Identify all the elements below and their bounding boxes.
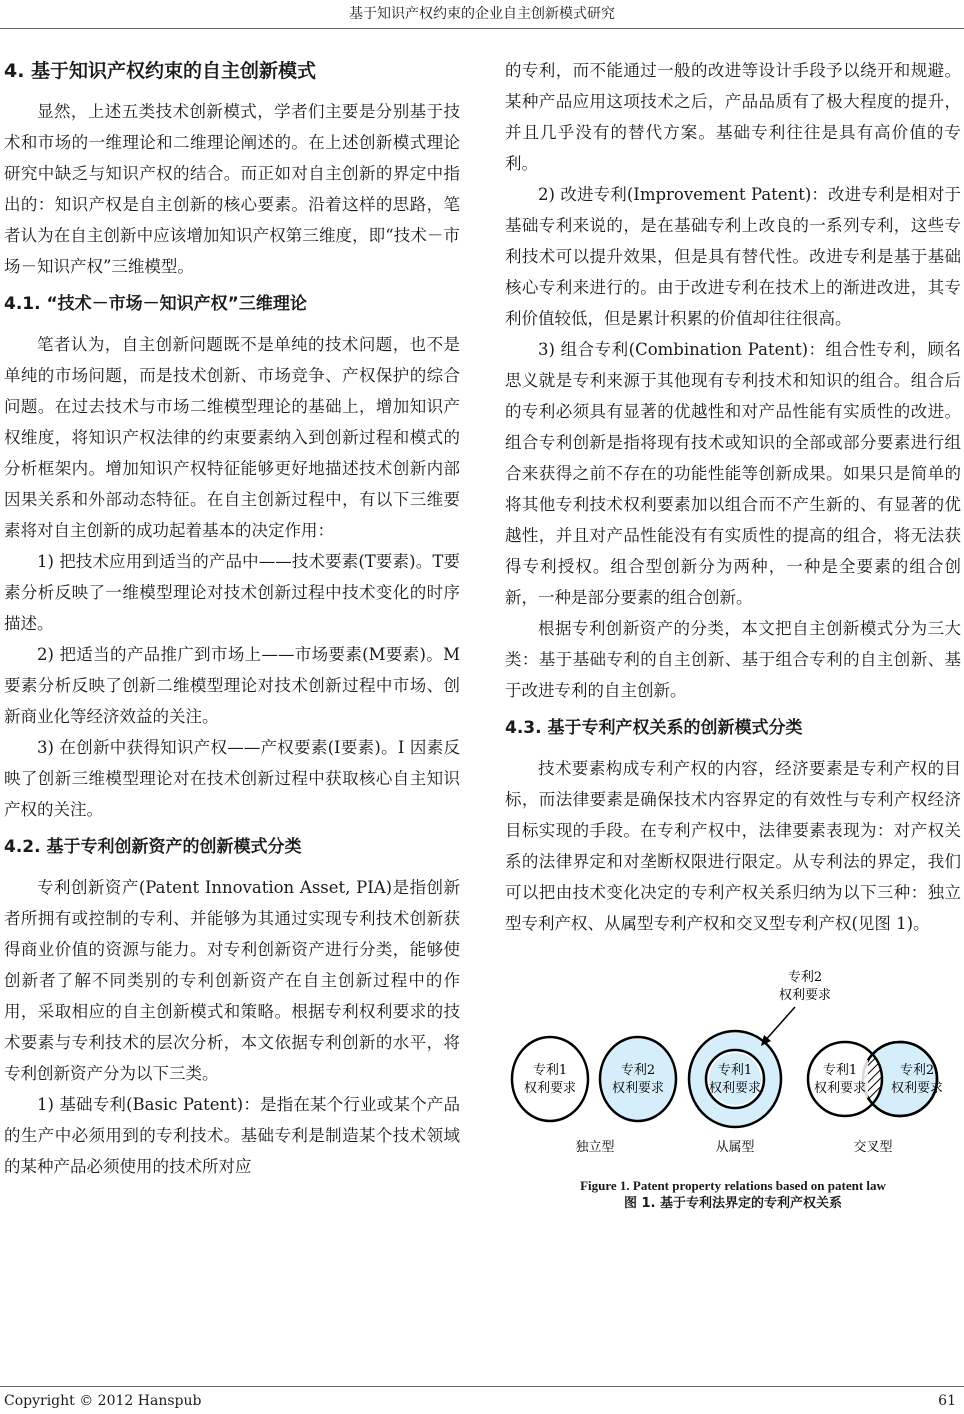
independent-patent2-ellipse [600, 1037, 676, 1121]
independent-p1-line2: 权利要求 [523, 1081, 577, 1096]
paragraph: 笔者认为，自主创新问题既不是单纯的技术问题，也不是单纯的市场问题，而是技术创新、市场竞争、产权保护的综合问题。在过去技术与市场二维模型理论的基础上，增加知识产权维度，将知识产权法律的约束要素纳入到创新过程和模式的分析框架内。增加知识产权特征能够更好地描述技术创新内部因果关系和外部动态特征。在自主创新过程中，有以下三维要素将对自主创新的成功起着基本的决定作用： [4, 335, 460, 540]
section-4-2-heading: 4.2. 基于专利创新资产的创新模式分类 [4, 837, 302, 857]
cross-p1-line2: 权利要求 [813, 1081, 867, 1096]
paragraph: 3) 组合专利(Combination Patent)：组合性专利，顾名思义就是专利来源于其他现有专利技术和知识的组合。组合后的专利必须具有显著的优越性和对产品性能有实质性的改进。组合专利创新是指将现有技术或知识的全部或部分要素进行组合来获得之前不存在的功能性能等创新成果。如果只是简单的将其他专利技术权利要素加以组合而不产生新的、有显著的优越性，并且对产品性能没有有实质性的提高的组合，将无法获得专利授权。组合型创新分为两种，一种是全要素的组合创新，一种是部分要素的组合创新。 [505, 340, 961, 607]
patent-relations-diagram [505, 961, 961, 1171]
paragraph: 2) 改进专利(Improvement Patent)：改进专利是相对于基础专利来说的，是在基础专利上改良的一系列专利，这些专利技术可以提升效果，但是具有替代性。改进专利是基于基础核心专利来进行的。由于改进专利在技术上的渐进改进，其专利价值较低，但是累计积累的价值却往往很高。 [505, 185, 961, 328]
figure-caption-zh: 图 1. 基于专利法界定的专利产权关系 [623, 1196, 843, 1211]
paragraph: 1) 把技术应用到适当的产品中——技术要素(T要素)。T要素分析反映了一维模型理论对技术创新过程中技术变化的时序描述。 [4, 552, 460, 633]
figure-1 [505, 961, 961, 1213]
right-column [505, 55, 961, 1213]
paragraph: 1) 基础专利(Basic Patent)：是指在某个行业或某个产品的生产中必须用到的专利技术。基础专利是制造某个技术领域的某种产品必须使用的技术所对应 [4, 1095, 460, 1176]
paragraph: 专利创新资产(Patent Innovation Asset, PIA)是指创新者所拥有或控制的专利、并能够为其通过实现专利技术创新获得商业价值的资源与能力。对专利创新资产进行分类，能够使创新者了解不同类别的专利创新资产在自主创新过程中的作用，采取相应的自主创新模式和策略。根据专利权利要求的技术要素与专利技术的层次分析，本文依据专利创新的水平，将专利创新资产分为以下三类。 [4, 878, 460, 1083]
subordinate-inner-fill [709, 1053, 761, 1105]
footer-rule [0, 1386, 964, 1387]
paragraph: 技术要素构成专利产权的内容，经济要素是专利产权的目标，而法律要素是确保技术内容界定的有效性与专利产权经济目标实现的手段。在专利产权中，法律要素表现为：对产权关系的法律界定和对垄断权限进行限定。从专利法的界定，我们可以把由技术变化决定的专利产权关系归纳为以下三种：独立型专利产权、从属型专利产权和交叉型专利产权(见图 1)。 [505, 759, 961, 933]
section-4-3-heading: 4.3. 基于专利产权关系的创新模式分类 [505, 718, 803, 738]
cross-p2-line1: 专利2 [899, 1063, 935, 1078]
independent-patent1-ellipse [512, 1037, 588, 1121]
section-4-heading: 4. 基于知识产权约束的自主创新模式 [4, 60, 317, 82]
copyright: Copyright © 2012 Hanspub [4, 1393, 202, 1409]
label-cross: 交叉型 [853, 1140, 893, 1155]
subordinate-p2-callout-line1: 专利2 [787, 970, 823, 985]
paragraph: 的专利，而不能通过一般的改进等设计手段予以绕开和规避。某种产品应用这项技术之后，产品品质有了极大程度的提升，并且几乎没有的替代方案。基础专利往往是具有高价值的专利。 [505, 61, 961, 173]
running-header: 基于知识产权约束的企业自主创新模式研究 [349, 6, 615, 22]
paragraph: 显然，上述五类技术创新模式，学者们主要是分别基于技术和市场的一维理论和二维理论阐述的。在上述创新模式理论研究中缺乏与知识产权的结合。而正如对自主创新的界定中指出的：知识产权是自主创新的核心要素。沿着这样的思路，笔者认为在自主创新中应该增加知识产权第三维度，即“技术－市场－知识产权”三维模型。 [4, 102, 460, 276]
cross-p2-line2: 权利要求 [890, 1081, 944, 1096]
independent-p1-line1: 专利1 [532, 1063, 568, 1078]
page-number: 61 [938, 1393, 956, 1409]
header-rule [0, 28, 964, 29]
subordinate-p1-line1: 专利1 [717, 1063, 753, 1078]
paragraph: 2) 把适当的产品推广到市场上——市场要素(M要素)。M 要素分析反映了创新二维模型理论对技术创新过程中市场、创新商业化等经济效益的关注。 [4, 645, 460, 726]
figure-caption-en: Figure 1. Patent property relations based on patent law [580, 1178, 886, 1193]
independent-p2-line2: 权利要求 [611, 1081, 665, 1096]
cross-p1-line1: 专利1 [822, 1063, 858, 1078]
independent-p2-line1: 专利2 [620, 1063, 656, 1078]
callout-arrow-line [763, 1007, 795, 1043]
section-4-1-heading: 4.1. “技术－市场－知识产权”三维理论 [4, 294, 307, 314]
label-independent: 独立型 [575, 1140, 615, 1155]
paragraph: 根据专利创新资产的分类，本文把自主创新模式分为三大类：基于基础专利的自主创新、基于组合专利的自主创新、基于改进专利的自主创新。 [505, 619, 961, 700]
subordinate-p2-callout-line2: 权利要求 [778, 988, 832, 1003]
label-subordinate: 从属型 [715, 1140, 755, 1155]
subordinate-p1-line2: 权利要求 [708, 1081, 762, 1096]
paragraph: 3) 在创新中获得知识产权——产权要素(I要素)。I 因素反映了创新三维模型理论对在技术创新过程中获取核心自主知识产权的关注。 [4, 738, 460, 819]
left-column [4, 55, 460, 1182]
